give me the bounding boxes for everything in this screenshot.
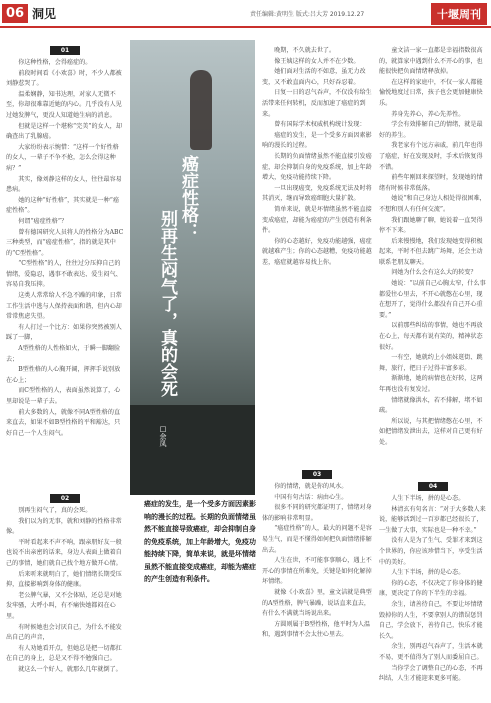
paragraph: 长期的负面情绪虽然不能直接引发癌症，却会抑制自身的免疫系统，加上年龄增大，免疫功能持续下降。 [262,152,372,182]
paragraph: 简单来说，就是坏情绪虽然不能直接变成癌症，却能为癌症的产生创造有利条件。 [262,205,372,235]
column-2-text [262,46,372,268]
paragraph: 人生在世，不可能事事顺心，遇上不开心的事情在所难免，关键是如何化解掉坏情绪。 [262,557,372,586]
paragraph: 渐渐地，她的病情也在好转，这两年再也没有复发过。 [379,375,483,393]
paragraph: 有人打过一个比方：如果你突然被别人踩了一脚， [6,323,122,342]
page-number: 06 [2,4,28,23]
paragraph: 后来慢慢地，我们发现她变得积极起来，平时不但去跳广场舞，还会主动联系老朋友聊天。 [379,237,483,266]
paragraph: 就像《小欢喜》里，童文洁就是典型的A型性格，脾气暴躁，说话直来直去，有什么不满就当场说出来。 [262,588,372,618]
paragraph: 日复一日的忍气吞声，不仅没有给生活带来任何转机，反而加速了癌症的到来。 [262,89,372,118]
editor-meta: 责任编辑:黄明生 版式:吕大芳 2019.12.27 [250,11,365,18]
paragraph: 我老家有个远方亲戚，前几年也得了癌症，好在发现及时，手术后恢复得不错。 [379,142,483,171]
paragraph: 当你学会了调整自己的心态，不再纠结，人生才能迎来更多可能。 [379,664,483,683]
paragraph: 没有人是为了生气、受罪才来到这个世界的，你应该珍惜当下，享受生活中的美好。 [379,537,483,566]
paragraph: 曾有德国研究人员将人的性格分为ABC三种类型，而“癌症性格”，指的就是其中的“C型性格”。 [6,228,124,257]
paragraph: 而C型性格的人，表面虽然说算了，心里却说是一辈子去。 [6,387,121,405]
paragraph: “C型性格”的人，往往过分压抑自己的情绪，爱隐忍，遇事不敢表达、爱生闷气、容易自我压抑。 [6,260,122,289]
paragraph: 癌症的发生，是一个受多方面因素影响的漫长的过程。 [262,131,372,150]
paragraph: 情绪就像洪水，若不排解，堵不如疏。 [379,396,483,415]
headline-line1: 癌症性格： [178,155,198,240]
paragraph: 有时候她也会讨厌自己，为什么不能发出自己的声音， [6,623,122,642]
paragraph: 大家纷纷表示惋惜：“这样一个好性格的女人，一辈子不争不抢，怎么会得这种病？” [6,143,119,172]
paragraph: 有人劝她看开点，但她总是把一切都扛在自己的身上，总是又不得不勉强自己。 [6,644,122,663]
paragraph: B型性格的人心胸开阔，挥挥手说别放在心上； [6,366,121,384]
author-byline: □余凤 [159,425,167,447]
paragraph: 人生下半场，拼的是心态。 [391,495,465,502]
column-2 [262,46,372,466]
column-1b-text [6,506,124,676]
column-3 [379,46,487,476]
section-number: 03 [302,470,332,479]
woman-figure [190,70,212,150]
paragraph: 前大多数的人，就像不同A型性格的直来直去，如果不如B型性格的平和豁达，只好自己一个人生闷气。 [6,408,121,437]
column-1-text [6,58,124,439]
page-header [0,0,491,28]
cliff-shape [130,405,255,495]
paragraph: 这类人常常给人不急不躁的印象，日常工作生活中逃与人保持表面和谐，但内心却常常焦虑失望。 [6,292,122,321]
paragraph: 一有空，她就约上小姐妹逛街、跳舞，旅行，把日子过得丰富多彩。 [379,354,483,372]
paragraph: 在这样的家庭中，不仅一家人都能愉悦地度过日常，孩子也会更加健康快乐。 [379,78,483,107]
paragraph: 曾有国际学术权威机构统计发现： [274,121,366,129]
paragraph: 以前那些纠结的事情，她也不再放在心上，每天都有说有笑的，精神状态很好。 [379,322,483,351]
paragraph: 童文洁一家一直都是幸福指数很高的，就算家中遇到什么不开心的事，也能很快把负面情绪释放掉。 [379,47,483,76]
column-2b-text [262,482,372,641]
paragraph: 学会有效排解自己的情绪，就是最好的养生。 [379,121,483,139]
paragraph: 温柔娴静，知书达理，对家人无微不至，你却很难靠近她的内心。几乎没有人见过她发脾气，更没人知道她生病的消息。 [6,90,122,119]
paragraph: 养身先养心，养心先养性。 [391,110,465,118]
column-1 [6,46,124,486]
paragraph: 我们跟她聊了聊，她说着一直哭得停不下来。 [379,216,483,235]
paragraph: 就这么一个好人，就那么几年就倒了。 [18,665,122,673]
paragraph: 前些年刚回来探望时，发现她的情绪有时候非常低落。 [379,174,483,192]
paragraph: 但就是这样一个堪称“完美”的女人，却确查出了乳腺癌。 [6,122,122,141]
paragraph: 方圆则属于B型性格，他平时为人温和，遇到事情不会太往心里去。 [262,620,371,639]
paragraph: 你的心态，不仅决定了你身体的健康，更决定了你的下半生的幸福。 [379,579,483,598]
paragraph: 你的心态越好，免疫功能越强，癌症就越难产生；你的心态越糟，免疫功能越差，癌症就越容易找上你。 [262,237,372,266]
column-3b-text [379,494,487,685]
paragraph: 她说“和自己身边人相处得很困难，不想和别人有任何交流”。 [379,195,486,213]
paragraph: 很多不同的研究都证明了，情绪对身体的影响非常明显。 [262,504,372,522]
paragraph: 我们以为的无事，就和刘静的性格非常像。 [6,517,122,536]
paragraph: 你的情绪，就是你的风水。 [274,483,348,490]
paragraph: 一旦出现癌变，免疫系统无法及时将其消灭，继而导致癌细胞大量扩散。 [262,184,372,203]
pull-quote: 癌症的发生，是一个受多方面因素影响的漫长的过程。长期的负面情绪虽然不能直接导致癌症，却会抑制自身的免疫系统，加上年龄增大，免疫功能持续下降，简单来说，就是坏情绪虽然不能直接变成癌症，却能为癌症的产生创造有利条件。 [144,499,256,583]
paragraph: 问她为什么会有这么大的转变？ [391,269,477,277]
column-3-text [379,46,487,449]
paragraph: 何谓“癌症性格”？ [18,217,68,225]
newspaper-brand: 十堰周刊 [431,3,487,25]
paragraph: 平时看起来不声不响，跟亲朋好友一般也说不出亲密的话来，身边人表面上做着自己的事情，她们就自己找个地方做开心情。 [6,538,122,567]
paragraph: “癌症性格”的人，最大的问题不是容易生气，而是不懂得如何把负面情绪排解出去。 [262,525,372,554]
paragraph: 晚期，不久就去世了。 [274,47,336,54]
section-number: 04 [418,482,448,491]
paragraph: 后来听来就明白了，她们情绪长期受压抑，直接影响到身体的健康。 [6,570,122,589]
paragraph: 所以说，与其把情绪憋在心里，不如把情绪发泄出去，这样对自己更有好处。 [379,417,483,446]
paragraph: A型性格的人性格如火，于瞬一脚翻脸去； [6,345,121,363]
paragraph: 林清玄有句名言：“对于大多数人来说，能够活到过一百岁都已经很长了，一生做了大事，实际也是一种不幸。” [379,505,486,534]
paragraph: 她们面对生活的不如意，虽无力改变，又不敢直面内心，只好吞忍着。 [262,68,366,86]
paragraph: 别再生闷气了，真的会死。 [18,507,92,514]
paragraph: 余生，请善待自己，不要让坏情绪毁掉你的人生，不要拿别人的错误惩罚自己，学会放下，善待自己，快乐才能长久。 [379,600,483,640]
section-number: 01 [50,46,80,55]
paragraph: 中国有句古话：病由心生。 [274,493,348,501]
paragraph: 像王姨这样的女人并不在少数。 [274,57,360,65]
paragraph: 你这种性格，会得癌症的。 [18,59,92,66]
paragraph: 她说：“以前自己心胸太窄，什么事都爱往心里去，不开心就憋在心里，现在想开了，觉得什么都没有自己开心重要。” [379,280,486,319]
column-2b [262,470,372,699]
headline-line2: 别再生闷气了，真的会死 [157,210,177,397]
column-3b [379,482,487,699]
paragraph: 她的这种“好性格”，其实就是一种“癌症性格”。 [6,196,119,215]
paragraph: 人生下半场，拼的是心态。 [391,569,465,577]
paragraph: 余生，别再忍气吞声了，生活本就不易，更不值得为了别人而委屈自己。 [379,643,483,661]
section-number: 02 [50,494,80,503]
paragraph: 前段时间看《小欢喜》时，不少人都被刘静惹哭了。 [6,69,122,88]
column-1b [6,494,124,699]
paragraph: 老公脾气暴，又不会体贴，还总是对她发牢骚，大呼小叫，有不痛快她都闷在心里。 [6,591,122,620]
article-photo [130,40,255,495]
section-title: 洞见 [32,7,57,21]
paragraph: 其实，像刘静这样的女人，往往最容易患病。 [6,175,122,194]
